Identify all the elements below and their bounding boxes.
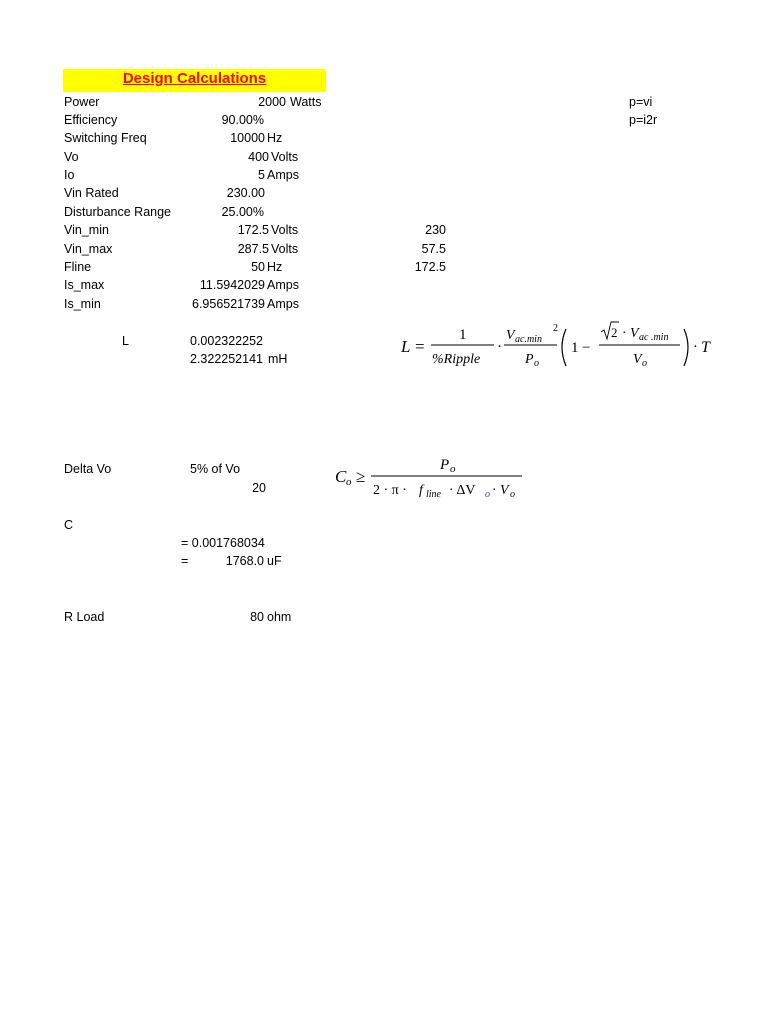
row-value-vo: 400: [248, 150, 269, 164]
delta-vo-result: 20: [252, 481, 266, 495]
row-value-is-min: 6.956521739: [192, 297, 265, 311]
row-label-is-max: Is_max: [64, 278, 105, 292]
svg-text:C: C: [335, 467, 347, 486]
row-label-efficiency: Efficiency: [64, 113, 118, 127]
row-value-power: 2000: [258, 95, 286, 109]
row-label-disturbance-range: Disturbance Range: [64, 205, 172, 219]
delta-vo-value: 5% of Vo: [190, 462, 241, 476]
row-value-io: 5: [258, 168, 265, 182]
page-title: Design Calculations: [122, 70, 267, 87]
rload-unit: ohm: [267, 610, 292, 624]
svg-text:o: o: [642, 358, 647, 369]
svg-text:2 · π ·: 2 · π ·: [373, 483, 407, 498]
side-value-230: 230: [425, 223, 446, 237]
row-unit-is-max: Amps: [267, 278, 299, 292]
svg-text:P: P: [525, 352, 534, 367]
row-label-switching-freq: Switching Freq: [64, 131, 147, 145]
svg-text:o: o: [346, 476, 352, 488]
inductor-label: L: [122, 334, 129, 348]
row-label-vin-min: Vin_min: [64, 223, 109, 237]
side-value-57-5: 57.5: [421, 242, 446, 256]
row-label-vo: Vo: [64, 150, 79, 164]
svg-text:%Ripple: %Ripple: [432, 352, 481, 367]
capacitor-label: C: [64, 518, 74, 532]
svg-text:line: line: [426, 489, 441, 500]
svg-text:ac.min: ac.min: [515, 334, 542, 345]
rload-label: R Load: [64, 610, 105, 624]
row-label-io: Io: [64, 168, 75, 182]
row-value-efficiency: 90.00%: [221, 113, 264, 127]
svg-text:V: V: [630, 326, 639, 341]
svg-text:V: V: [500, 483, 509, 498]
svg-text:o: o: [450, 463, 456, 475]
svg-text:o: o: [510, 489, 515, 500]
capacitor-eq2-value: 1768.0: [225, 554, 264, 568]
svg-text:·: ·: [497, 339, 502, 355]
row-unit-switching-freq: Hz: [267, 131, 283, 145]
row-value-vin-max: 287.5: [237, 242, 269, 256]
row-label-power: Power: [64, 95, 100, 109]
svg-text:o: o: [485, 489, 490, 500]
row-unit-vo: Volts: [271, 150, 299, 164]
note-p-vi: p=vi: [629, 95, 653, 109]
inductor-value-mh: 2.322252141: [190, 352, 263, 366]
capacitor-eq2-sign: =: [181, 554, 189, 568]
svg-text:1: 1: [459, 327, 467, 343]
row-unit-vin-min: Volts: [271, 223, 299, 237]
capacitor-formula-image: [333, 450, 528, 506]
rload-value: 80: [250, 610, 264, 624]
svg-text:·: ·: [622, 326, 627, 341]
svg-text:T: T: [701, 339, 710, 356]
row-value-switching-freq: 10000: [230, 131, 265, 145]
svg-text:V: V: [633, 352, 642, 367]
svg-text:·: ·: [693, 339, 698, 355]
row-value-disturbance-range: 25.00%: [221, 205, 264, 219]
svg-text:· ΔV: · ΔV: [449, 483, 476, 498]
inductor-value: 0.002322252: [190, 334, 263, 348]
svg-text:P: P: [440, 457, 450, 473]
row-unit-is-min: Amps: [267, 297, 299, 311]
svg-text:V: V: [506, 328, 515, 343]
row-unit-io: Amps: [267, 168, 299, 182]
capacitor-eq1: = 0.001768034: [181, 536, 265, 550]
svg-text:2: 2: [611, 325, 618, 340]
svg-text:f: f: [419, 483, 423, 498]
row-value-vin-rated: 230.00: [226, 186, 265, 200]
row-value-vin-min: 172.5: [237, 223, 269, 237]
row-value-is-max: 11.5942029: [199, 278, 265, 292]
delta-vo-label: Delta Vo: [64, 462, 112, 476]
row-label-vin-max: Vin_max: [64, 242, 113, 256]
row-unit-power: Watts: [290, 95, 322, 109]
svg-text:2: 2: [553, 323, 558, 334]
inductor-formula-image: [398, 318, 718, 380]
svg-text:o: o: [534, 358, 539, 369]
row-label-fline: Fline: [64, 260, 92, 274]
side-value-172-5: 172.5: [414, 260, 446, 274]
row-value-fline: 50: [251, 260, 265, 274]
svg-text:·: ·: [492, 483, 497, 498]
capacitor-eq2-unit: uF: [267, 554, 282, 568]
row-label-vin-rated: Vin Rated: [64, 186, 119, 200]
row-unit-vin-max: Volts: [271, 242, 299, 256]
svg-text:ac .min: ac .min: [639, 332, 669, 343]
svg-text:≥: ≥: [356, 467, 366, 486]
note-p-i2r: p=i2r: [629, 113, 658, 127]
inductor-unit-mh: mH: [268, 352, 288, 366]
svg-text:=: =: [415, 337, 425, 356]
svg-text:1: 1: [571, 340, 579, 356]
row-unit-fline: Hz: [267, 260, 283, 274]
row-label-is-min: Is_min: [64, 297, 101, 311]
svg-text:L: L: [401, 337, 411, 356]
svg-text:−: −: [582, 340, 591, 356]
